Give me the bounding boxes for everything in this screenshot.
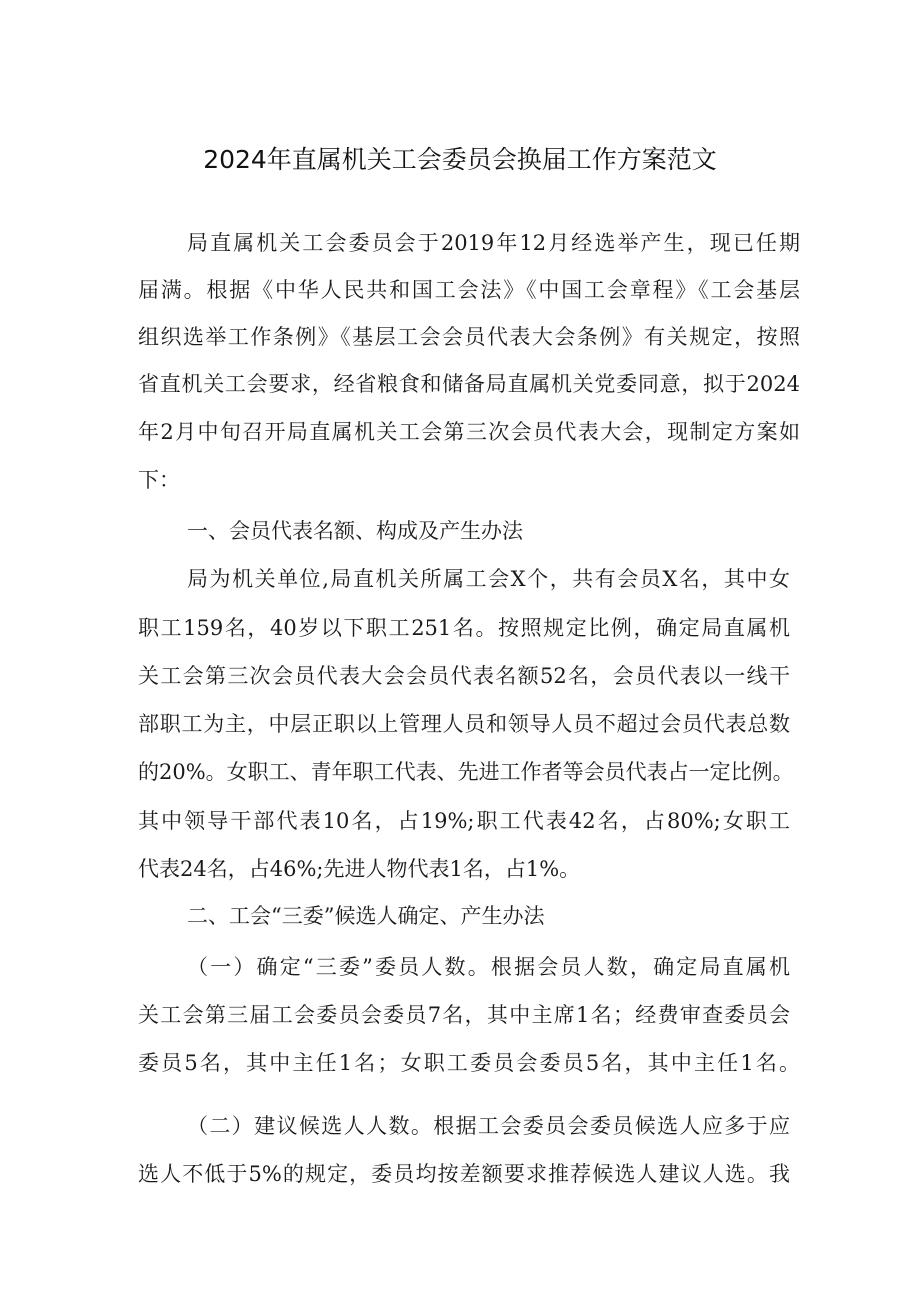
paragraph-line: 局为机关单位,局直机关所属工会X个，共有会员X名，其中女: [187, 567, 790, 591]
paragraph-line: 组织选举工作条例》《基层工会会员代表大会条例》有关规定，按照: [138, 325, 800, 349]
paragraph-line: （一）确定“三委”委员人数。根据会员人数，确定局直属机: [187, 955, 790, 979]
paragraph-line: 届满。根据《中华人民共和国工会法》《中国工会章程》《工会基层: [138, 278, 800, 302]
paragraph-line: 的20%。女职工、青年职工代表、先进工作者等会员代表占一定比例。: [138, 760, 794, 784]
paragraph-line: 局直属机关工会委员会于2019年12月经选举产生，现已任期: [187, 231, 800, 255]
section-heading: 二、工会“三委”候选人确定、产生办法: [187, 904, 545, 928]
document-title: 2024年直属机关工会委员会换届工作方案范文: [203, 145, 717, 174]
paragraph-line: 年2月中旬召开局直属机关工会第三次会员代表大会，现制定方案如: [138, 420, 800, 444]
paragraph-line: 职工159名，40岁以下职工251名。按照规定比例，确定局直属机: [138, 616, 790, 640]
paragraph-line: 委员5名，其中主任1名；女职工委员会委员5名，其中主任1名。: [138, 1051, 800, 1075]
paragraph-line: 部职工为主，中层正职以上管理人员和领导人员不超过会员代表总数: [138, 712, 790, 736]
paragraph-line: 下：: [138, 468, 180, 492]
paragraph-line: 关工会第三次会员代表大会会员代表名额52名，会员代表以一线干: [138, 664, 790, 688]
section-heading: 一、会员代表名额、构成及产生办法: [187, 519, 523, 543]
paragraph-line: 选人不低于5%的规定，委员均按差额要求推荐候选人建议人选。我: [138, 1162, 790, 1186]
paragraph-line: 省直机关工会要求，经省粮食和储备局直属机关党委同意，拟于2024: [138, 372, 800, 396]
paragraph-line: 关工会第三届工会委员会委员7名，其中主席1名；经费审查委员会: [138, 1003, 790, 1027]
paragraph-line: 其中领导干部代表10名，占19%;职工代表42名，占80%;女职工: [138, 809, 790, 833]
paragraph-line: （二）建议候选人人数。根据工会委员会委员候选人应多于应: [187, 1114, 790, 1138]
paragraph-line: 代表24名，占46%;先进人物代表1名，占1%。: [138, 857, 581, 881]
